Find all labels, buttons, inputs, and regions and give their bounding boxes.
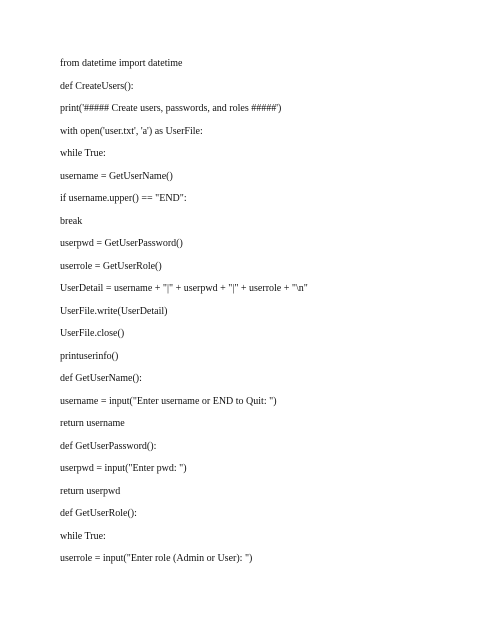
text-line: userrole = input("Enter role (Admin or User): ") bbox=[60, 553, 253, 564]
text-line: while True: bbox=[60, 530, 106, 542]
code-text-block bbox=[60, 58, 480, 576]
text-line: def GetUserName(): bbox=[60, 373, 142, 384]
text-line: return userpwd bbox=[60, 485, 121, 497]
text-line: userpwd = GetUserPassword() bbox=[60, 238, 183, 249]
text-line: UserDetail = username + "|" + userpwd + "|" + userrole + "\n" bbox=[60, 283, 308, 294]
text-line: print('##### Create users, passwords, and roles #####') bbox=[60, 103, 282, 114]
text-line: def GetUserPassword(): bbox=[60, 440, 157, 452]
text-line: printuserinfo() bbox=[60, 350, 119, 362]
text-line: break bbox=[60, 215, 83, 227]
text-line: return username bbox=[60, 418, 125, 429]
text-line: UserFile.write(UserDetail) bbox=[60, 305, 168, 317]
text-line: from datetime import datetime bbox=[60, 58, 183, 69]
text-line: username = GetUserName() bbox=[60, 170, 173, 182]
text-line: while True: bbox=[60, 148, 106, 159]
text-line: def CreateUsers(): bbox=[60, 80, 134, 92]
text-line: userrole = GetUserRole() bbox=[60, 260, 162, 272]
text-line: username = input("Enter username or END to Quit: ") bbox=[60, 395, 277, 407]
text-line: with open('user.txt', 'a') as UserFile: bbox=[60, 125, 203, 137]
text-line: userpwd = input("Enter pwd: ") bbox=[60, 463, 187, 474]
text-line: if username.upper() == "END": bbox=[60, 193, 187, 204]
text-line: def GetUserRole(): bbox=[60, 508, 137, 519]
text-line: UserFile.close() bbox=[60, 328, 125, 339]
